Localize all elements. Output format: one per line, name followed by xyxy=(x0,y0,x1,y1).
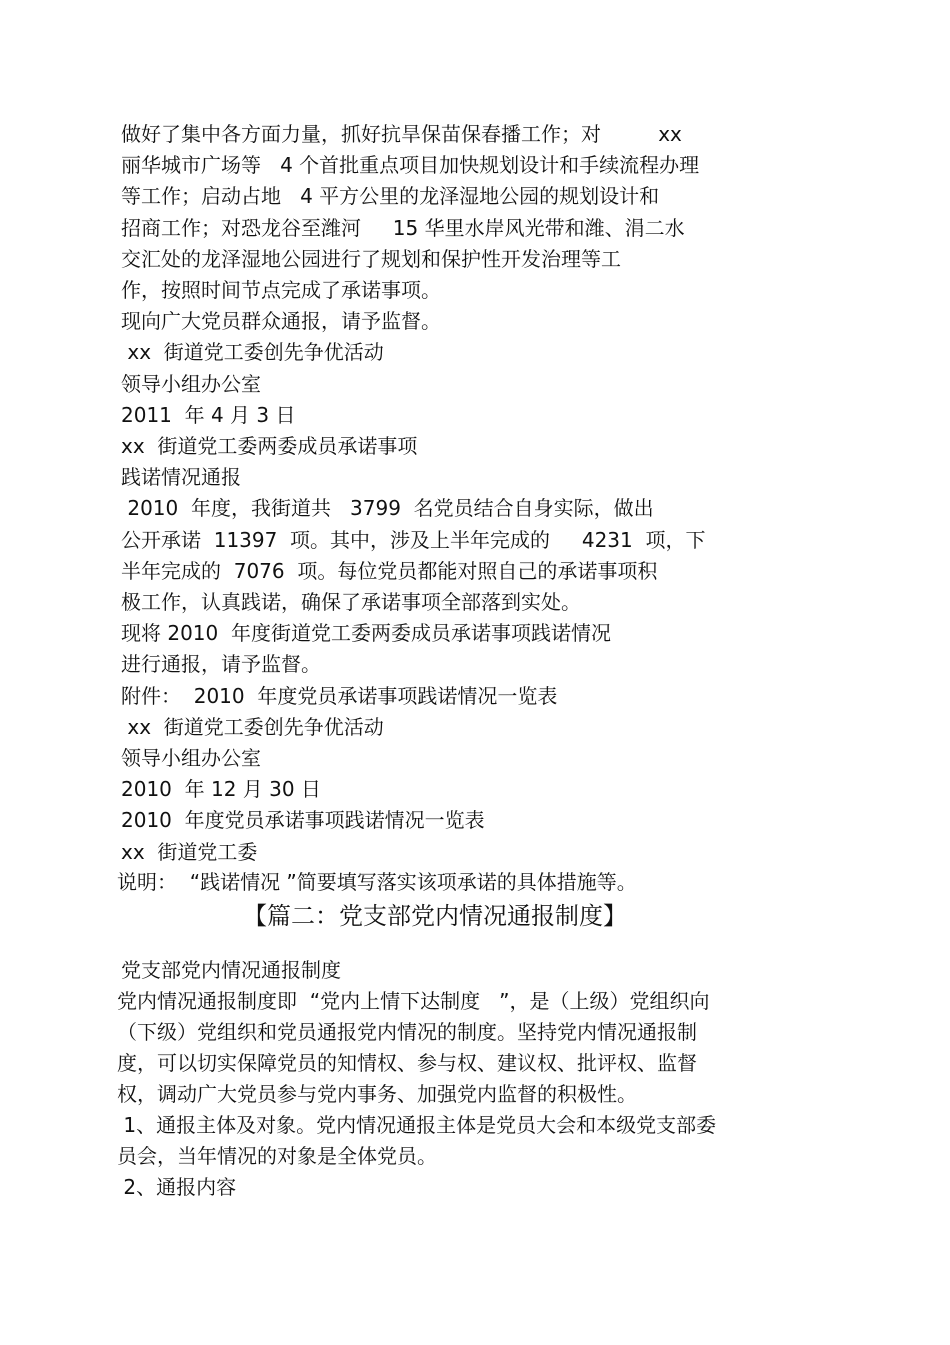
text-line: 2010 年 12 月 30 日 xyxy=(121,777,321,802)
text-line: 公开承诺 11397 项。其中，涉及上半年完成的 4231 项，下 xyxy=(121,527,706,552)
text-line: 做好了集中各方面力量，抓好抗旱保苗保春播工作；对 xx xyxy=(121,122,682,146)
text-line: 权，调动广大党员参与党内事务、加强党内监督的积极性。 xyxy=(117,1082,637,1106)
text-line: 1、通报主体及对象。党内情况通报主体是党员大会和本级党支部委 xyxy=(117,1113,717,1137)
text-line: 领导小组办公室 xyxy=(121,371,261,396)
text-line: xx 街道党工委 xyxy=(121,839,258,864)
text-line: 践诺情况通报 xyxy=(121,465,241,490)
text-line: 党内情况通报制度即 “党内上情下达制度 ”，是（上级）党组织向 xyxy=(117,989,710,1013)
section-heading: 【篇二：党支部党内情况通报制度】 xyxy=(243,902,627,930)
text-line: 2011 年 4 月 3 日 xyxy=(121,402,296,427)
text-line: 招商工作；对恐龙谷至潍河 15 华里水岸风光带和潍、涓二水 xyxy=(121,215,685,240)
text-line: 交汇处的龙泽湿地公园进行了规划和保护性开发治理等工 xyxy=(121,246,621,271)
text-line: 半年完成的 7076 项。每位党员都能对照自己的承诺事项积 xyxy=(121,558,658,583)
text-line: 极工作，认真践诺，确保了承诺事项全部落到实处。 xyxy=(121,590,581,614)
text-line: 党支部党内情况通报制度 xyxy=(121,958,341,982)
text-line: 2010 年度党员承诺事项践诺情况一览表 xyxy=(121,808,485,833)
text-line: 作，按照时间节点完成了承诺事项。 xyxy=(121,278,441,302)
text-line: 现将 2010 年度街道党工委两委成员承诺事项践诺情况 xyxy=(121,621,611,646)
text-line: 领导小组办公室 xyxy=(121,746,261,770)
text-line: 进行通报，请予监督。 xyxy=(121,652,321,677)
table-note: 说明： “践诺情况 ”简要填写落实该项承诺的具体措施等。 xyxy=(117,870,637,894)
text-line: 员会，当年情况的对象是全体党员。 xyxy=(117,1144,437,1168)
text-line: 等工作；启动占地 4 平方公里的龙泽湿地公园的规划设计和 xyxy=(121,184,660,209)
text-line: xx 街道党工委创先争优活动 xyxy=(121,714,384,739)
text-line: 现向广大党员群众通报，请予监督。 xyxy=(121,309,441,334)
text-line: xx 街道党工委创先争优活动 xyxy=(121,340,384,365)
text-line: xx 街道党工委两委成员承诺事项 xyxy=(121,434,418,458)
text-line: 2、通报内容 xyxy=(117,1175,237,1199)
text-line: 度，可以切实保障党员的知情权、参与权、建议权、批评权、监督 xyxy=(117,1051,697,1075)
text-line: 附件： 2010 年度党员承诺事项践诺情况一览表 xyxy=(121,683,558,708)
text-line: 丽华城市广场等 4 个首批重点项目加快规划设计和手续流程办理 xyxy=(121,153,700,178)
text-line: （下级）党组织和党员通报党内情况的制度。坚持党内情况通报制 xyxy=(117,1020,697,1044)
text-line: 2010 年度，我街道共 3799 名党员结合自身实际，做出 xyxy=(121,496,654,521)
